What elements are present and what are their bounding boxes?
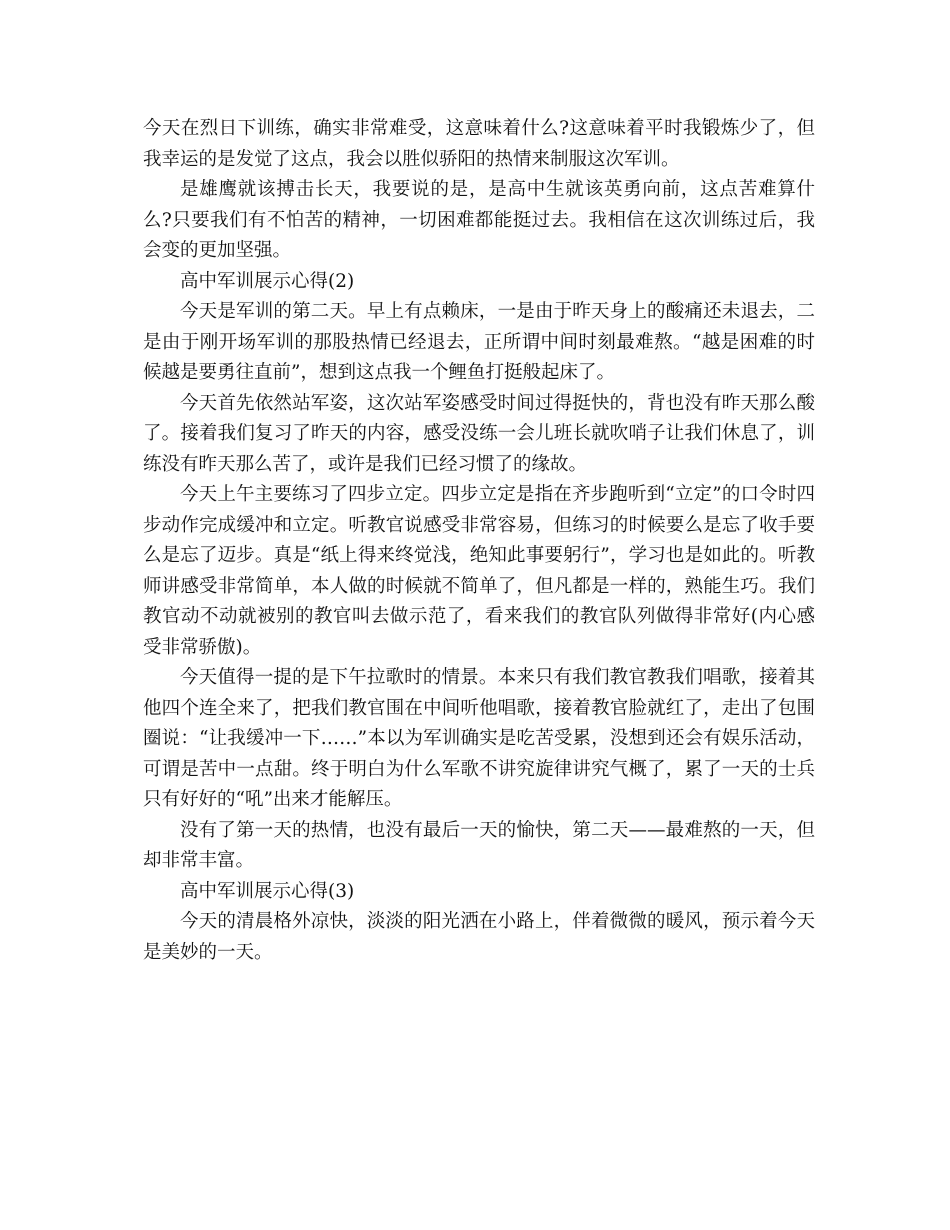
paragraph-6: 今天值得一提的是下午拉歌时的情景。本来只有我们教官教我们唱歌，接着其他四个连全来了，把我们教官围在中间听他唱歌，接着教官脸就红了，走出了包围圈说：“让我缓冲一下……”本以为军训确实是吃苦受累，没想到还会有娱乐活动，可谓是苦中一点甜。终于明白为什么军歌不讲究旋律讲究气概了，累了一天的士兵只有好好的“吼”出来才能解压。 bbox=[143, 667, 815, 810]
paragraph-8: 今天的清晨格外凉快，淡淡的阳光洒在小路上，伴着微微的暖风，预示着今天是美妙的一天。 bbox=[143, 911, 815, 963]
section-heading-3: 高中军训展示心得(3) bbox=[180, 880, 355, 902]
paragraph-2: 是雄鹰就该搏击长天，我要说的是，是高中生就该英勇向前，这点苦难算什么?只要我们有不怕苦的精神，一切困难都能挺过去。我相信在这次训练过后，我会变的更加坚强。 bbox=[143, 179, 815, 261]
document-page bbox=[143, 114, 815, 968]
paragraph-7: 没有了第一天的热情，也没有最后一天的愉快，第二天——最难熬的一天，但却非常丰富。 bbox=[143, 819, 815, 871]
paragraph-5: 今天上午主要练习了四步立定。四步立定是指在齐步跑听到“立定”的口令时四步动作完成缓冲和立定。听教官说感受非常容易，但练习的时候要么是忘了收手要么是忘了迈步。真是“纸上得来终觉浅，绝知此事要躬行”，学习也是如此的。听教师讲感受非常简单，本人做的时候就不简单了，但凡都是一样的，熟能生巧。我们教官动不动就被别的教官叫去做示范了，看来我们的教官队列做得非常好(内心感受非常骄傲)。 bbox=[143, 484, 815, 658]
section-heading-2: 高中军训展示心得(2) bbox=[180, 270, 355, 292]
paragraph-3: 今天是军训的第二天。早上有点赖床，一是由于昨天身上的酸痛还未退去，二是由于刚开场军训的那股热情已经退去，正所谓中间时刻最难熬。“越是困难的时候越是要勇往直前”，想到这点我一个鲤鱼打挺般起床了。 bbox=[143, 301, 815, 383]
paragraph-1: 今天在烈日下训练，确实非常难受，这意味着什么?这意味着平时我锻炼少了，但我幸运的是发觉了这点，我会以胜似骄阳的热情来制服这次军训。 bbox=[143, 118, 815, 170]
paragraph-4: 今天首先依然站军姿，这次站军姿感受时间过得挺快的，背也没有昨天那么酸了。接着我们复习了昨天的内容，感受没练一会儿班长就吹哨子让我们休息了，训练没有昨天那么苦了，或许是我们已经习惯了的缘故。 bbox=[143, 392, 815, 475]
